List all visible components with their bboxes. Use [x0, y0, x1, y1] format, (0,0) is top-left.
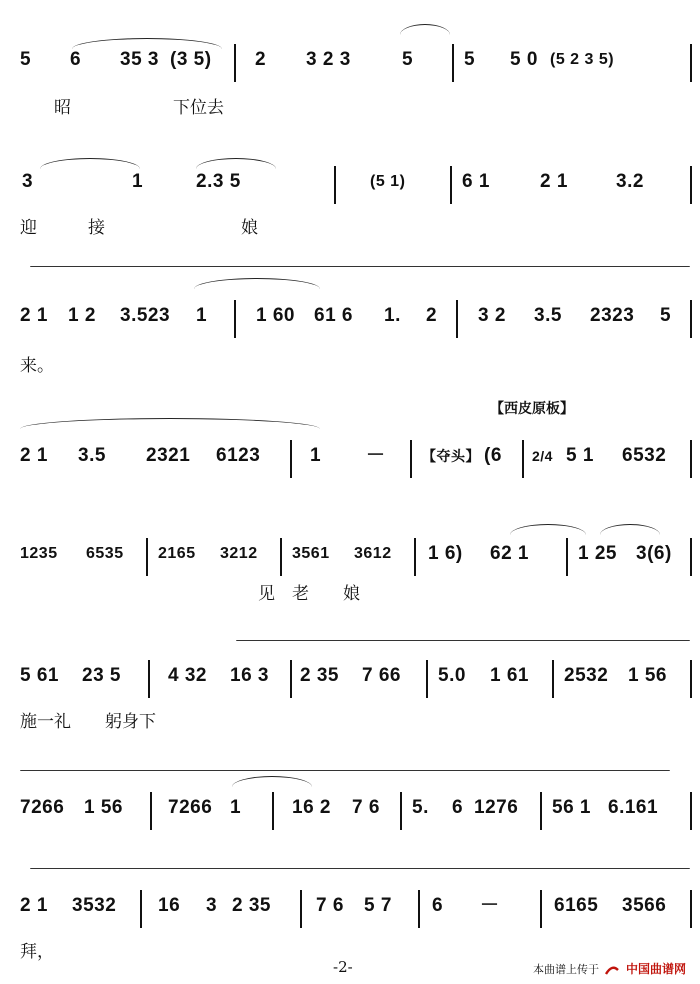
note-group: 6 — [70, 49, 82, 70]
note-group: 7266 — [168, 797, 213, 818]
note-group: 6532 — [622, 445, 667, 466]
note-group: 5 61 — [20, 665, 59, 686]
note-group: 1 25 — [578, 543, 617, 564]
upload-credit — [533, 960, 686, 977]
bar-line — [522, 440, 524, 478]
note-group: (5 1) — [370, 173, 406, 190]
note-group: 2.3 5 — [196, 171, 241, 192]
note-group: 3566 — [622, 895, 667, 916]
note-group: 1 — [310, 445, 322, 466]
note-group: 1 61 — [490, 665, 529, 686]
note-group: 3(6) — [636, 543, 672, 564]
note-group: 2 — [255, 49, 267, 70]
note-group: 2 1 — [20, 305, 48, 326]
bar-line — [690, 890, 692, 928]
note-group: 2 1 — [540, 171, 568, 192]
note-group: 【夺头】 — [422, 448, 480, 464]
bar-line — [540, 890, 542, 928]
note-group: 3612 — [354, 545, 392, 562]
note-group: 1 — [132, 171, 144, 192]
note-group: 5 1 — [566, 445, 594, 466]
slur — [20, 418, 320, 429]
note-group: 1 56 — [84, 797, 123, 818]
note-group: 1 56 — [628, 665, 667, 686]
phrase-line — [30, 868, 690, 869]
note-group: － — [480, 895, 500, 916]
note-group: 2 1 — [20, 445, 48, 466]
note-group: 2321 — [146, 445, 191, 466]
bar-line — [552, 660, 554, 698]
note-group: 3561 — [292, 545, 330, 562]
bar-line — [426, 660, 428, 698]
note-group: (6 — [484, 445, 502, 466]
note-group: 5 — [402, 49, 414, 70]
note-group: 56 1 — [552, 797, 591, 818]
banban-label: 【西皮原板】 — [490, 401, 574, 417]
bar-line — [690, 44, 692, 82]
bar-line — [410, 440, 412, 478]
note-group: 5.0 — [438, 665, 466, 686]
note-group: 2 1 — [20, 895, 48, 916]
note-group: 1 — [230, 797, 242, 818]
bar-line — [414, 538, 416, 576]
note-group: 6165 — [554, 895, 599, 916]
lyrics-row-5: 见 老 娘 — [20, 584, 360, 604]
note-group: 5 0 — [510, 49, 538, 70]
note-group: 16 — [158, 895, 181, 916]
site-brand: 中国曲谱网 — [625, 962, 686, 976]
note-group: 5 — [464, 49, 476, 70]
site-logo-icon — [604, 964, 620, 976]
note-group: 4 32 — [168, 665, 207, 686]
note-group: 2/4 — [532, 448, 553, 464]
note-group: 23 5 — [82, 665, 121, 686]
bar-line — [234, 44, 236, 82]
note-group: 1 2 — [68, 305, 96, 326]
lyrics-row-8: 拜， — [20, 942, 54, 962]
note-group: 3 2 3 — [306, 49, 351, 70]
bar-line — [148, 660, 150, 698]
bar-line — [334, 166, 336, 204]
bar-line — [566, 538, 568, 576]
note-group: (5 2 3 5) — [550, 51, 615, 68]
slur — [600, 524, 660, 535]
note-group: 3 — [22, 171, 34, 192]
phrase-line — [30, 266, 690, 267]
note-group: 3.2 — [616, 171, 644, 192]
note-group: 2532 — [564, 665, 609, 686]
slur — [196, 158, 276, 169]
bar-line — [690, 440, 692, 478]
bar-line — [418, 890, 420, 928]
slur — [194, 278, 320, 289]
phrase-line — [236, 640, 690, 641]
note-group: 2 35 — [232, 895, 271, 916]
note-group: 16 2 — [292, 797, 331, 818]
note-group: 2165 — [158, 545, 196, 562]
note-group: 7 66 — [362, 665, 401, 686]
slur — [232, 776, 312, 787]
note-group: 61 6 — [314, 305, 353, 326]
note-group: 5. — [412, 797, 429, 818]
note-group: 5 7 — [364, 895, 392, 916]
note-group: 3.5 — [534, 305, 562, 326]
note-group: － — [366, 445, 386, 466]
bar-line — [300, 890, 302, 928]
page-number: -2- — [333, 958, 353, 976]
note-group: 6 — [432, 895, 444, 916]
note-group: 3.5 — [78, 445, 106, 466]
note-group: (3 5) — [170, 49, 212, 70]
note-group: 62 1 — [490, 543, 529, 564]
note-group: 7 6 — [316, 895, 344, 916]
note-group: 7266 — [20, 797, 65, 818]
note-group: 5 — [660, 305, 672, 326]
bar-line — [146, 538, 148, 576]
lyrics-row-1: 昭 下位去 — [20, 98, 224, 118]
note-group: 7 6 — [352, 797, 380, 818]
note-group: 2 — [426, 305, 438, 326]
note-group: 1 6) — [428, 543, 463, 564]
bar-line — [690, 792, 692, 830]
bar-line — [452, 44, 454, 82]
slur — [510, 524, 586, 535]
note-group: 6.161 — [608, 797, 659, 818]
note-group: 6 1 — [462, 171, 490, 192]
note-group: 1235 — [20, 545, 58, 562]
bar-line — [140, 890, 142, 928]
note-group: 6 — [452, 797, 464, 818]
slur — [40, 158, 140, 169]
bar-line — [150, 792, 152, 830]
bar-line — [400, 792, 402, 830]
bar-line — [280, 538, 282, 576]
note-group: 1 60 — [256, 305, 295, 326]
bar-line — [540, 792, 542, 830]
note-group: 3 — [206, 895, 218, 916]
slur — [400, 24, 450, 35]
bar-line — [272, 792, 274, 830]
bar-line — [690, 300, 692, 338]
note-group: 2 35 — [300, 665, 339, 686]
note-group: 6123 — [216, 445, 261, 466]
bar-line — [456, 300, 458, 338]
note-group: 6535 — [86, 545, 124, 562]
bar-line — [290, 440, 292, 478]
bar-line — [690, 538, 692, 576]
note-group: 16 3 — [230, 665, 269, 686]
note-group: 35 3 — [120, 49, 159, 70]
note-group: 3 2 — [478, 305, 506, 326]
note-group: 5 — [20, 49, 32, 70]
credit-text: 本曲谱上传于 — [532, 963, 599, 976]
note-group: 1 — [196, 305, 208, 326]
note-group: 3532 — [72, 895, 117, 916]
bar-line — [690, 166, 692, 204]
note-group: 2323 — [590, 305, 635, 326]
lyrics-row-2: 迎 接 娘 — [20, 218, 258, 238]
bar-line — [450, 166, 452, 204]
phrase-line — [20, 770, 670, 771]
bar-line — [690, 660, 692, 698]
lyrics-row-6: 施一礼 躬身下 — [20, 712, 156, 732]
bar-line — [290, 660, 292, 698]
lyrics-row-3: 来。 — [20, 356, 54, 376]
note-group: 1276 — [474, 797, 519, 818]
note-group: 3212 — [220, 545, 258, 562]
slur — [72, 38, 222, 49]
note-group: 1. — [384, 305, 401, 326]
bar-line — [234, 300, 236, 338]
note-group: 3.523 — [120, 305, 171, 326]
